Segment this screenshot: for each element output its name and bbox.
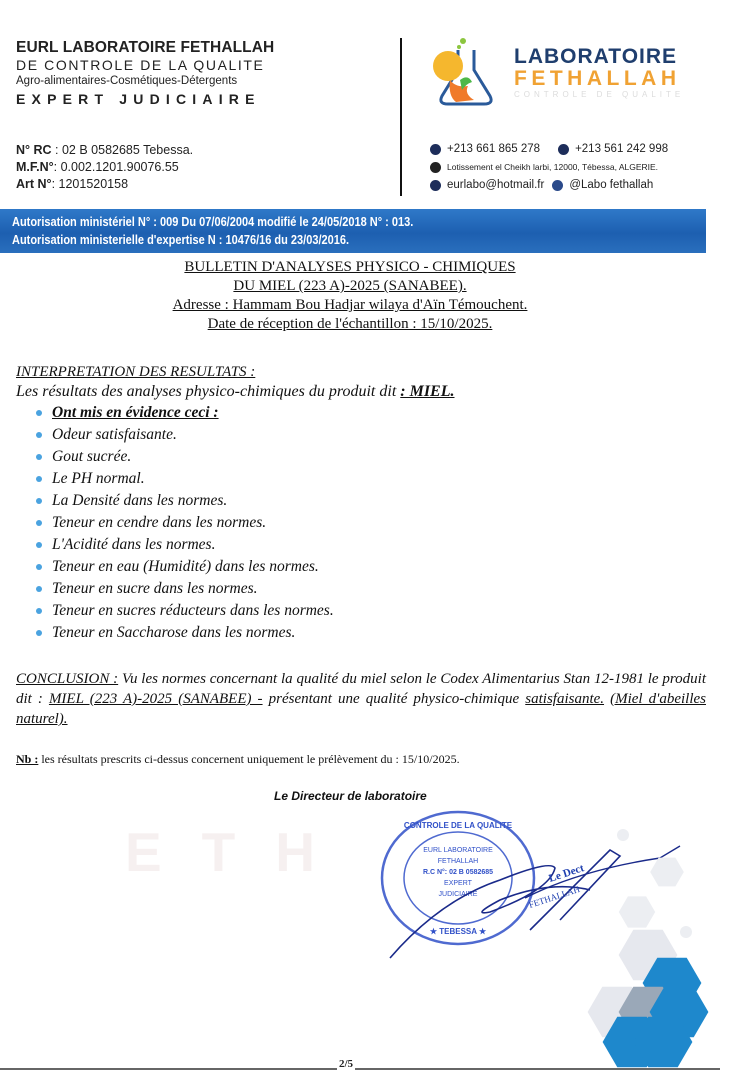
bullet-icon — [36, 520, 42, 526]
conclusion-quality: satisfaisante. — [525, 691, 605, 707]
list-item: Odeur satisfaisante. — [36, 424, 716, 446]
list-item: Gout sucrée. — [36, 446, 716, 468]
results-list — [36, 402, 716, 644]
company-expert: EXPERT JUDICIAIRE — [16, 91, 261, 107]
company-sectors: Agro-alimentaires-Cosmétiques-Détergents — [16, 75, 238, 87]
interpretation-intro: Les résultats des analyses physico-chimiques du produit dit : MIEL. — [16, 383, 455, 400]
lab-logo — [428, 36, 698, 108]
svg-text:★ TEBESSA ★: ★ TEBESSA ★ — [429, 927, 487, 936]
svg-text:EXPERT: EXPERT — [444, 880, 472, 887]
email-icon — [430, 180, 441, 191]
list-item: L'Acidité dans les normes. — [36, 534, 716, 556]
director-title: Le Directeur de laboratoire — [274, 789, 427, 803]
footer-line — [0, 1068, 720, 1070]
bullet-icon — [36, 432, 42, 438]
authorization-expertise: Autorisation ministerielle d'expertise N : 10476/16 du 23/03/2016. — [12, 233, 350, 247]
company-header — [16, 38, 376, 109]
bullet-icon — [36, 630, 42, 636]
facebook-icon — [552, 180, 563, 191]
phone-icon — [558, 144, 569, 155]
bulletin-title — [0, 258, 700, 334]
authorization-band — [0, 209, 706, 253]
conclusion-nature: (Miel d'abeilles naturel). — [16, 691, 706, 727]
list-item: Teneur en Saccharose dans les normes. — [36, 622, 716, 644]
contact-info — [430, 140, 668, 194]
rc-number: N° RC : 02 B 0582685 Tebessa. — [16, 143, 194, 157]
authorization-ministerial: Autorisation ministériel N° : 009 Du 07/06/2004 modifié le 24/05/2018 N° : 013. — [12, 215, 414, 229]
flask-logo-icon — [428, 36, 508, 108]
art-number: Art N°: 1201520158 — [16, 177, 129, 191]
note — [16, 752, 460, 767]
svg-text:EURL LABORATOIRE: EURL LABORATOIRE — [423, 847, 493, 854]
address: Lotissement el Cheikh larbi, 12000, Tébessa, ALGERIE. — [447, 162, 659, 172]
conclusion: CONCLUSION : Vu les normes concernant la qualité du miel selon le Codex Alimentarius Stan 12-1981 le produit dit : MIEL (223 A)-2025 (SANABEE) - présentant une qualité physico-chimique satisfaisante. (Miel d'abeilles naturel). — [16, 671, 706, 727]
page-number: 2/5 — [339, 1058, 354, 1070]
svg-text:FETHALLAH: FETHALLAH — [527, 884, 582, 910]
list-item: Le PH normal. — [36, 468, 716, 490]
note-label: Nb : — [16, 752, 39, 766]
bullet-icon — [36, 564, 42, 570]
svg-text:JUDICIAIRE: JUDICIAIRE — [438, 891, 478, 898]
list-item: Teneur en sucre dans les normes. — [36, 578, 716, 600]
list-item: La Densité dans les normes. — [36, 490, 716, 512]
hexagon-decoration-icon — [560, 820, 731, 1080]
company-identifiers — [16, 142, 193, 193]
list-item: Ont mis en évidence ceci : — [36, 402, 716, 424]
list-item: Teneur en cendre dans les normes. — [36, 512, 716, 534]
bullet-icon — [36, 454, 42, 460]
location-icon — [430, 162, 441, 173]
svg-text:R.C N°: 02 B 0582685: R.C N°: 02 B 0582685 — [422, 869, 494, 876]
bullet-icon — [36, 410, 42, 416]
company-subtitle: DE CONTROLE DE LA QUALITE — [16, 57, 265, 73]
logo-text-fethallah: FETHALLAH — [514, 67, 681, 90]
phone-2: +213 561 242 998 — [575, 143, 669, 155]
conclusion-label: CONCLUSION : — [16, 671, 119, 687]
title-reception-date: Date de réception de l'échantillon : 15/10/2025. — [207, 316, 493, 332]
bullet-icon — [36, 586, 42, 592]
title-address: Adresse : Hammam Bou Hadjar wilaya d'Aïn Témouchent. — [172, 297, 528, 313]
interpretation-heading: INTERPRETATION DES RESULTATS : — [16, 364, 256, 380]
svg-text:CONTROLE DE LA QUALITE: CONTROLE DE LA QUALITE — [403, 821, 513, 830]
title-line-1: BULLETIN D'ANALYSES PHYSICO - CHIMIQUES — [184, 259, 516, 275]
facebook-handle: @Labo fethallah — [569, 179, 654, 191]
bullet-icon — [36, 608, 42, 614]
email: eurlabo@hotmail.fr — [447, 179, 545, 191]
mf-number: M.F.N°: 0.002.1201.90076.55 — [16, 160, 179, 174]
svg-text:Le Dect: Le Dect — [547, 862, 586, 885]
watermark: ETH — [125, 821, 355, 883]
note-text: les résultats prescrits ci-dessus concernent uniquement le prélèvement du : 15/10/2025. — [38, 752, 460, 766]
phone-icon — [430, 144, 441, 155]
bullet-icon — [36, 476, 42, 482]
logo-text-laboratoire: LABORATOIRE — [514, 45, 678, 68]
list-item: Teneur en eau (Humidité) dans les normes. — [36, 556, 716, 578]
bullet-icon — [36, 542, 42, 548]
company-name: EURL LABORATOIRE FETHALLAH — [16, 39, 275, 56]
title-line-2: DU MIEL (223 A)-2025 (SANABEE). — [233, 278, 467, 294]
phone-1: +213 661 865 278 — [447, 143, 541, 155]
interpretation-section — [16, 362, 716, 644]
vertical-divider — [400, 38, 402, 196]
list-item: Teneur en sucres réducteurs dans les normes. — [36, 600, 716, 622]
conclusion-product: MIEL (223 A)-2025 (SANABEE) - — [48, 691, 263, 707]
bullet-icon — [36, 498, 42, 504]
svg-text:FETHALLAH: FETHALLAH — [437, 858, 479, 865]
logo-text-controle: CONTROLE DE QUALITE — [514, 90, 685, 99]
